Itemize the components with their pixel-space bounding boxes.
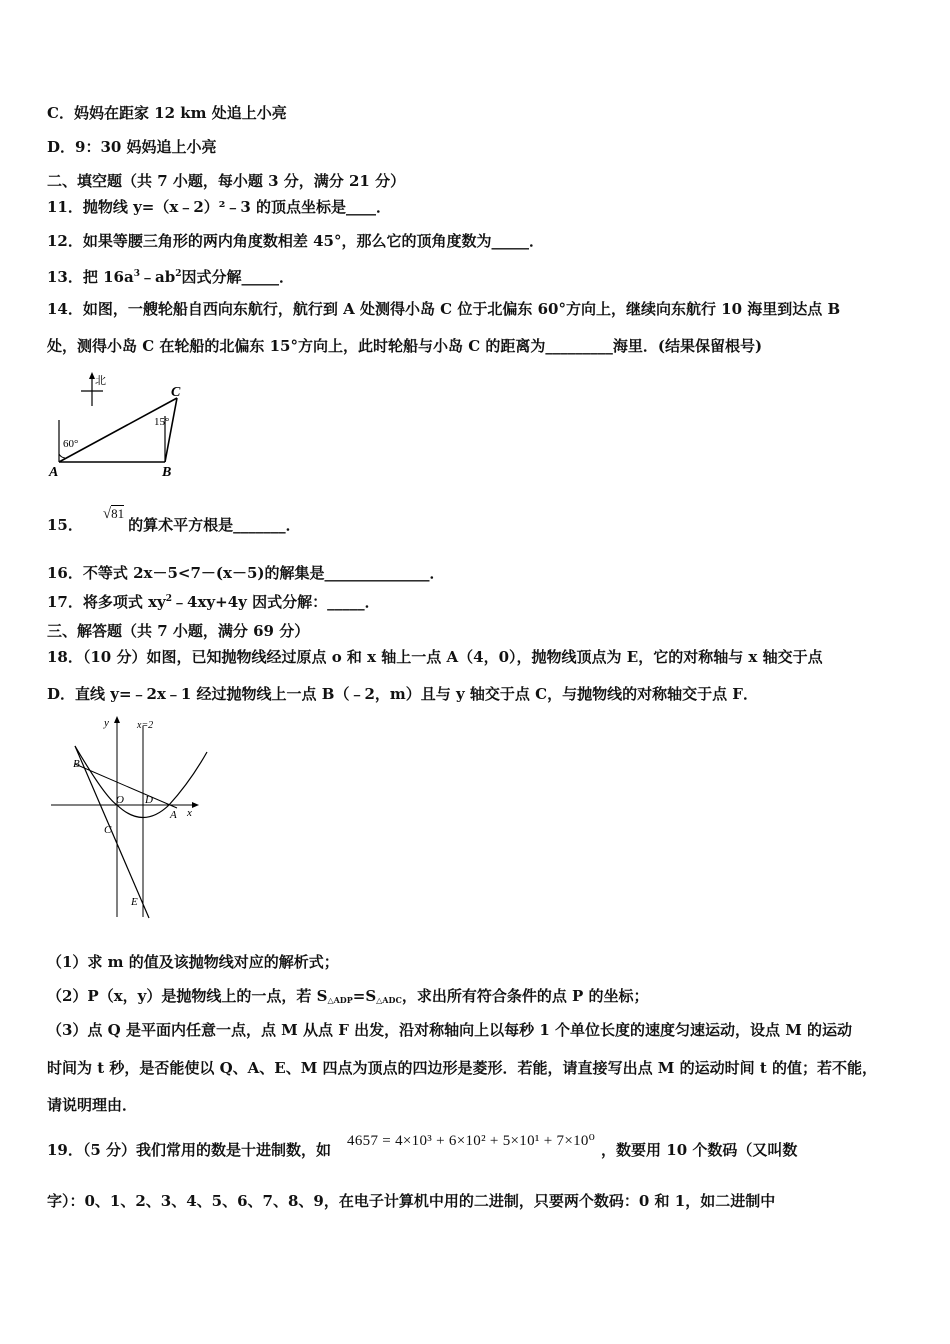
ship-bearing-diagram	[45, 368, 195, 483]
q18-2-sub-adc: △ADC	[376, 995, 402, 1005]
question-13	[47, 265, 294, 286]
q18-2-part-b: ，求出所有符合条件的点 P 的坐标；	[401, 987, 649, 1005]
q18-2-sub-adp: △ADP	[327, 995, 353, 1005]
question-19-line1	[47, 1133, 798, 1160]
question-18-part1: （1）求 m 的值及该抛物线对应的解析式；	[47, 953, 339, 971]
q19-part-a: 19．（5 分）我们常用的数是十进制数，如	[47, 1141, 332, 1159]
question-11: 11．抛物线 y=（x﹣2）²﹣3 的顶点坐标是____．	[47, 198, 391, 216]
q18-2-eq: =S	[352, 987, 377, 1005]
point-o-label: O	[116, 794, 124, 806]
q15-number: 15．	[47, 516, 83, 534]
sqrt-81	[103, 505, 124, 523]
question-16: 16．不等式 2x－5<7－(x－5)的解集是______________．	[47, 564, 445, 582]
question-17	[47, 590, 380, 611]
question-18-line1: 18．（10 分）如图，已知抛物线经过原点 o 和 x 轴上一点 A（4，0），抛物线顶点为 E，它的对称轴与 x 轴交于点	[47, 648, 823, 666]
question-14-line2: 处，测得小岛 C 在轮船的北偏东 15°方向上，此时轮船与小岛 C 的距离为_________海里．(结果保留根号)	[47, 337, 763, 355]
question-18-part2	[47, 987, 649, 1009]
question-18-part3-line1: （3）点 Q 是平面内任意一点，点 M 从点 F 出发，沿对称轴向上以每秒 1 个单位长度的速度匀速运动，设点 M 的运动	[47, 1021, 853, 1039]
question-12: 12．如果等腰三角形的两内角度数相差 45°，那么它的顶角度数为_____．	[47, 232, 544, 250]
q13-part-a: 13．把 16a	[47, 268, 134, 286]
angle-arc-a	[59, 454, 65, 458]
y-axis-arrow	[114, 716, 120, 723]
q13-part-b: ﹣ab	[139, 268, 176, 286]
question-18-part3-line3: 请说明理由．	[47, 1096, 138, 1114]
radicand: 81	[111, 506, 125, 521]
angle-60-label: 60°	[63, 438, 79, 450]
question-15	[47, 506, 301, 535]
q15-text: 的算术平方根是_______．	[128, 516, 301, 534]
question-14-line1: 14．如图，一艘轮船自西向东航行，航行到 A 处测得小岛 C 位于北偏东 60°方向上，继续向东航行 10 海里到达点 B	[47, 300, 841, 318]
point-c-label: C	[171, 385, 181, 400]
section-fill-blank-heading: 二、填空题（共 7 小题，每小题 3 分，满分 21 分）	[47, 172, 406, 190]
point-a-label: A	[49, 465, 59, 480]
parabola-diagram	[45, 712, 215, 924]
x-axis-label: x	[187, 807, 192, 819]
point-c-label: C	[104, 824, 112, 836]
q13-exp-3: 3	[133, 269, 140, 279]
q13-part-c: 因式分解_____．	[181, 268, 294, 286]
point-b-label: B	[73, 758, 80, 770]
q17-exp-2: 2	[165, 594, 173, 604]
point-e-label: E	[131, 896, 138, 908]
x-axis-arrow	[192, 802, 199, 808]
y-axis-label: y	[104, 717, 109, 729]
q19-expansion-formula: 4657 = 4×10³ + 6×10² + 5×10¹ + 7×10⁰	[347, 1133, 596, 1149]
q13-exp-2: 2	[175, 269, 182, 279]
symmetry-axis-label: x=2	[137, 720, 154, 731]
question-19-line2: 字）：0、1、2、3、4、5、6、7、8、9，在电子计算机中用的二进制，只要两个数码：0 和 1，如二进制中	[47, 1192, 776, 1210]
north-label: 北	[95, 374, 106, 387]
point-a-label: A	[170, 809, 177, 821]
segment-bc	[165, 398, 177, 462]
question-18-part3-line2: 时间为 t 秒，是否能使以 Q、A、E、M 四点为顶点的四边形是菱形．若能，请直接写出点 M 的运动时间 t 的值；若不能，	[47, 1059, 877, 1077]
q18-2-part-a: （2）P（x，y）是抛物线上的一点，若 S	[47, 987, 328, 1005]
option-c: C．妈妈在距家 12 km 处追上小亮	[47, 104, 287, 122]
point-d-label: D	[145, 794, 153, 806]
segment-ac	[59, 398, 177, 462]
segment-b-to-a	[75, 764, 177, 808]
q17-part-a: 17．将多项式 xy	[47, 593, 166, 611]
q17-part-b: ﹣4xy+4y 因式分解：_____．	[172, 593, 380, 611]
radical-sign-icon: √	[102, 506, 112, 522]
point-b-label: B	[162, 465, 172, 480]
question-18-line2: D．直线 y=﹣2x﹣1 经过抛物线上一点 B（﹣2，m）且与 y 轴交于点 C，与抛物线的对称轴交于点 F．	[47, 685, 758, 703]
section-solve-heading: 三、解答题（共 7 小题，满分 69 分）	[47, 622, 310, 640]
angle-15-label: 15°	[154, 416, 170, 428]
line-y-eq-neg2x-minus1	[75, 746, 149, 918]
option-d: D．9：30 妈妈追上小亮	[47, 138, 217, 156]
q19-part-b: ，数要用 10 个数码（又叫数	[601, 1141, 798, 1159]
